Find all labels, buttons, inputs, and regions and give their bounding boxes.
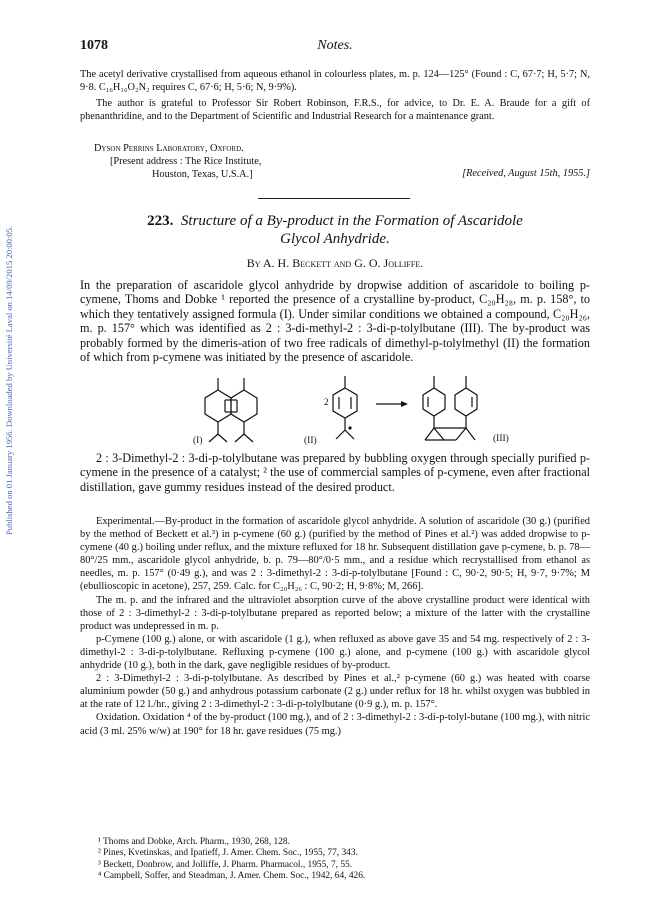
label-structure-II: (II) (304, 436, 317, 446)
radical-dot (348, 426, 351, 429)
experimental-paragraph-5: Oxidation. Oxidation ⁴ of the by-product (100 mg.), and of 2 : 3-dimethyl-2 : 3-di-p-tolyl-butane (100 mg.), with nitric acid (3 ml. 25% w/w) at 190° for 18 hr. gave residues (75 mg.) (80, 712, 590, 737)
reference-item: ² Pines, Kvetinskas, and Ipatieff, J. Amer. Chem. Soc., 1955, 77, 343. (98, 848, 358, 859)
article-title-line-2: Glycol Anhydride. (280, 231, 390, 247)
address-line-1: Dyson Perrins Laboratory, Oxford. (94, 143, 244, 154)
previous-note (80, 68, 590, 123)
introduction-paragraph (80, 278, 590, 364)
page-number: 1078 (80, 38, 108, 53)
article-number: 223. (147, 213, 174, 229)
label-structure-III: (III) (493, 434, 509, 444)
preparation-paragraph (80, 451, 590, 494)
structure-III-drawing (423, 376, 477, 440)
label-structure-I: (I) (193, 436, 203, 446)
preparation-text: 2 : 3-Dimethyl-2 : 3-di-p-tolylbutane was prepared by bubbling oxygen through specially purified p-cymene in the presence of a catalyst; ² the use of commercial samples of p-cymene, even after fractional distillation, gave gummy residues instead of the desired product. (80, 451, 590, 494)
reference-item: ⁴ Campbell, Soffer, and Steadman, J. Amer. Chem. Soc., 1942, 64, 426. (98, 871, 366, 882)
acknowledgement-paragraph: The author is grateful to Professor Sir Robert Robinson, F.R.S., for advice, to Dr. E. A. Braude for a gift of phenanthridine, and to the Department of Scientific and Industrial Research for a maintenance grant. (80, 98, 590, 123)
article-title-line-1: Structure of a By-product in the Formation of Ascaridole (180, 213, 523, 229)
references-list (80, 837, 590, 883)
previous-note-paragraph-1: The acetyl derivative crystallised from aqueous ethanol in colourless plates, m. p. 124—125° (Found : C, 67·7; H, 5·7; N, 9·8. C₁₆H₁₆O₂N₂ requires C, 67·6; H, 5·6; N, 9·9%). (80, 69, 590, 94)
experimental-paragraph-2: The m. p. and the infrared and the ultraviolet absorption curve of the above crystalline product were identical with those of 2 : 3-dimethyl-2 : 3-di-p-tolylbutane prepared as reported below; a mixture of the latter with the crystalline product was undepressed in m. p. (80, 594, 590, 632)
experimental-paragraph-1: Experimental.—By-product in the formation of ascaridole glycol anhydride. A solution of ascaridole (30 g.) (purified by the method of Beckett et al.³) in p-cymene (60 g.) (purified by the method of Pines et al.²) was added dropwise to p-cymene (40 g.) boiling under reflux, and the mixture refluxed for 18 hr. Subsequent distillation gave p-cymene, b. p. 78—80°/25 mm., ascaridole glycol anhydride, b. p. 79—80°/0·5 mm., and a residue which recrystallised from ethanol as needles, m. p. 157° (0·49 g.), and was 2 : 3-dimethyl-2 : 3-di-p-tolylbutane [Found : C, 90·2, 90·5; H, 9·7, 9·7%; M (ebullioscopic in acetone), 257, 259. Calc. for C₂₀H₂₆ : C, 90·2; H, 9·8%; M, 266]. (80, 516, 590, 593)
reference-item: ¹ Thoms and Dobke, Arch. Pharm., 1930, 268, 128. (98, 837, 290, 847)
intro-text: In the preparation of ascaridole glycol anhydride by dropwise addition of ascaridole to boiling p-cymene, Thoms and Dobke ¹ reported the presence of a crystalline by-product, C₂₀H₂₈, m. p. 158°, to which they tentatively assigned formula (I). Under similar conditions we obtained a compound, C₂₀H₂₆, m. p. 157° which was identified as 2 : 3-di-methyl-2 : 3-di-p-tolylbutane (III). The by-product was probably formed by the dimeris-ation of two free radicals of dimethyl-p-tolylmethyl (II) the formation of which from p-cymene was initiated by the presence of ascaridole. (80, 278, 590, 365)
section-divider (258, 198, 410, 199)
reaction-arrow-head (401, 401, 408, 407)
label-two: 2 (324, 398, 329, 408)
experimental-paragraph-4: 2 : 3-Dimethyl-2 : 3-di-p-tolylbutane. As described by Pines et al.,² p-cymene (60 g.) was heated with coarse aluminium powder (50 g.) and anhydrous potassium carbonate (2 g.) under reflux for 18 hr. whilst oxygen was bubbled in at the rate of 12 l./hr., giving 2 : 3-dimethyl-2 : 3-di-p-tolylbutane (0·9 g.), m. p. 157°. (80, 673, 590, 711)
address-line-2: [Present address : The Rice Institute, (110, 156, 262, 167)
author-address (94, 142, 261, 181)
running-title: Notes. (317, 38, 353, 53)
received-date: [Received, August 15th, 1955.] (462, 168, 590, 179)
structure-I-drawing (205, 378, 257, 442)
reference-item: ³ Beckett, Donbrow, and Jolliffe, J. Pharm. Pharmacol., 1955, 7, 55. (98, 859, 353, 870)
article-title (80, 212, 590, 248)
article-authors: By A. H. Beckett and G. O. Jolliffe. (246, 256, 424, 270)
download-watermark: Published on 01 January 1956. Downloaded by Université Laval on 14/09/2015 20:00:05. (4, 225, 14, 535)
experimental-section (80, 515, 590, 738)
experimental-paragraph-3: p-Cymene (100 g.) alone, or with ascaridole (1 g.), when refluxed as above gave 35 and 54 mg. respectively of 2 : 3-dimethyl-2 : 3-di-p-tolylbutane. Refluxing p-cymene (100 g.) alone, and p-cymene (100 g.) with ascaridole glycol anhydride (10 g.), both in the dark, gave negligible residues of by-product. (80, 633, 590, 672)
page-header (80, 38, 590, 58)
structure-II-drawing (333, 376, 357, 439)
address-line-3: Houston, Texas, U.S.A.] (152, 169, 253, 180)
